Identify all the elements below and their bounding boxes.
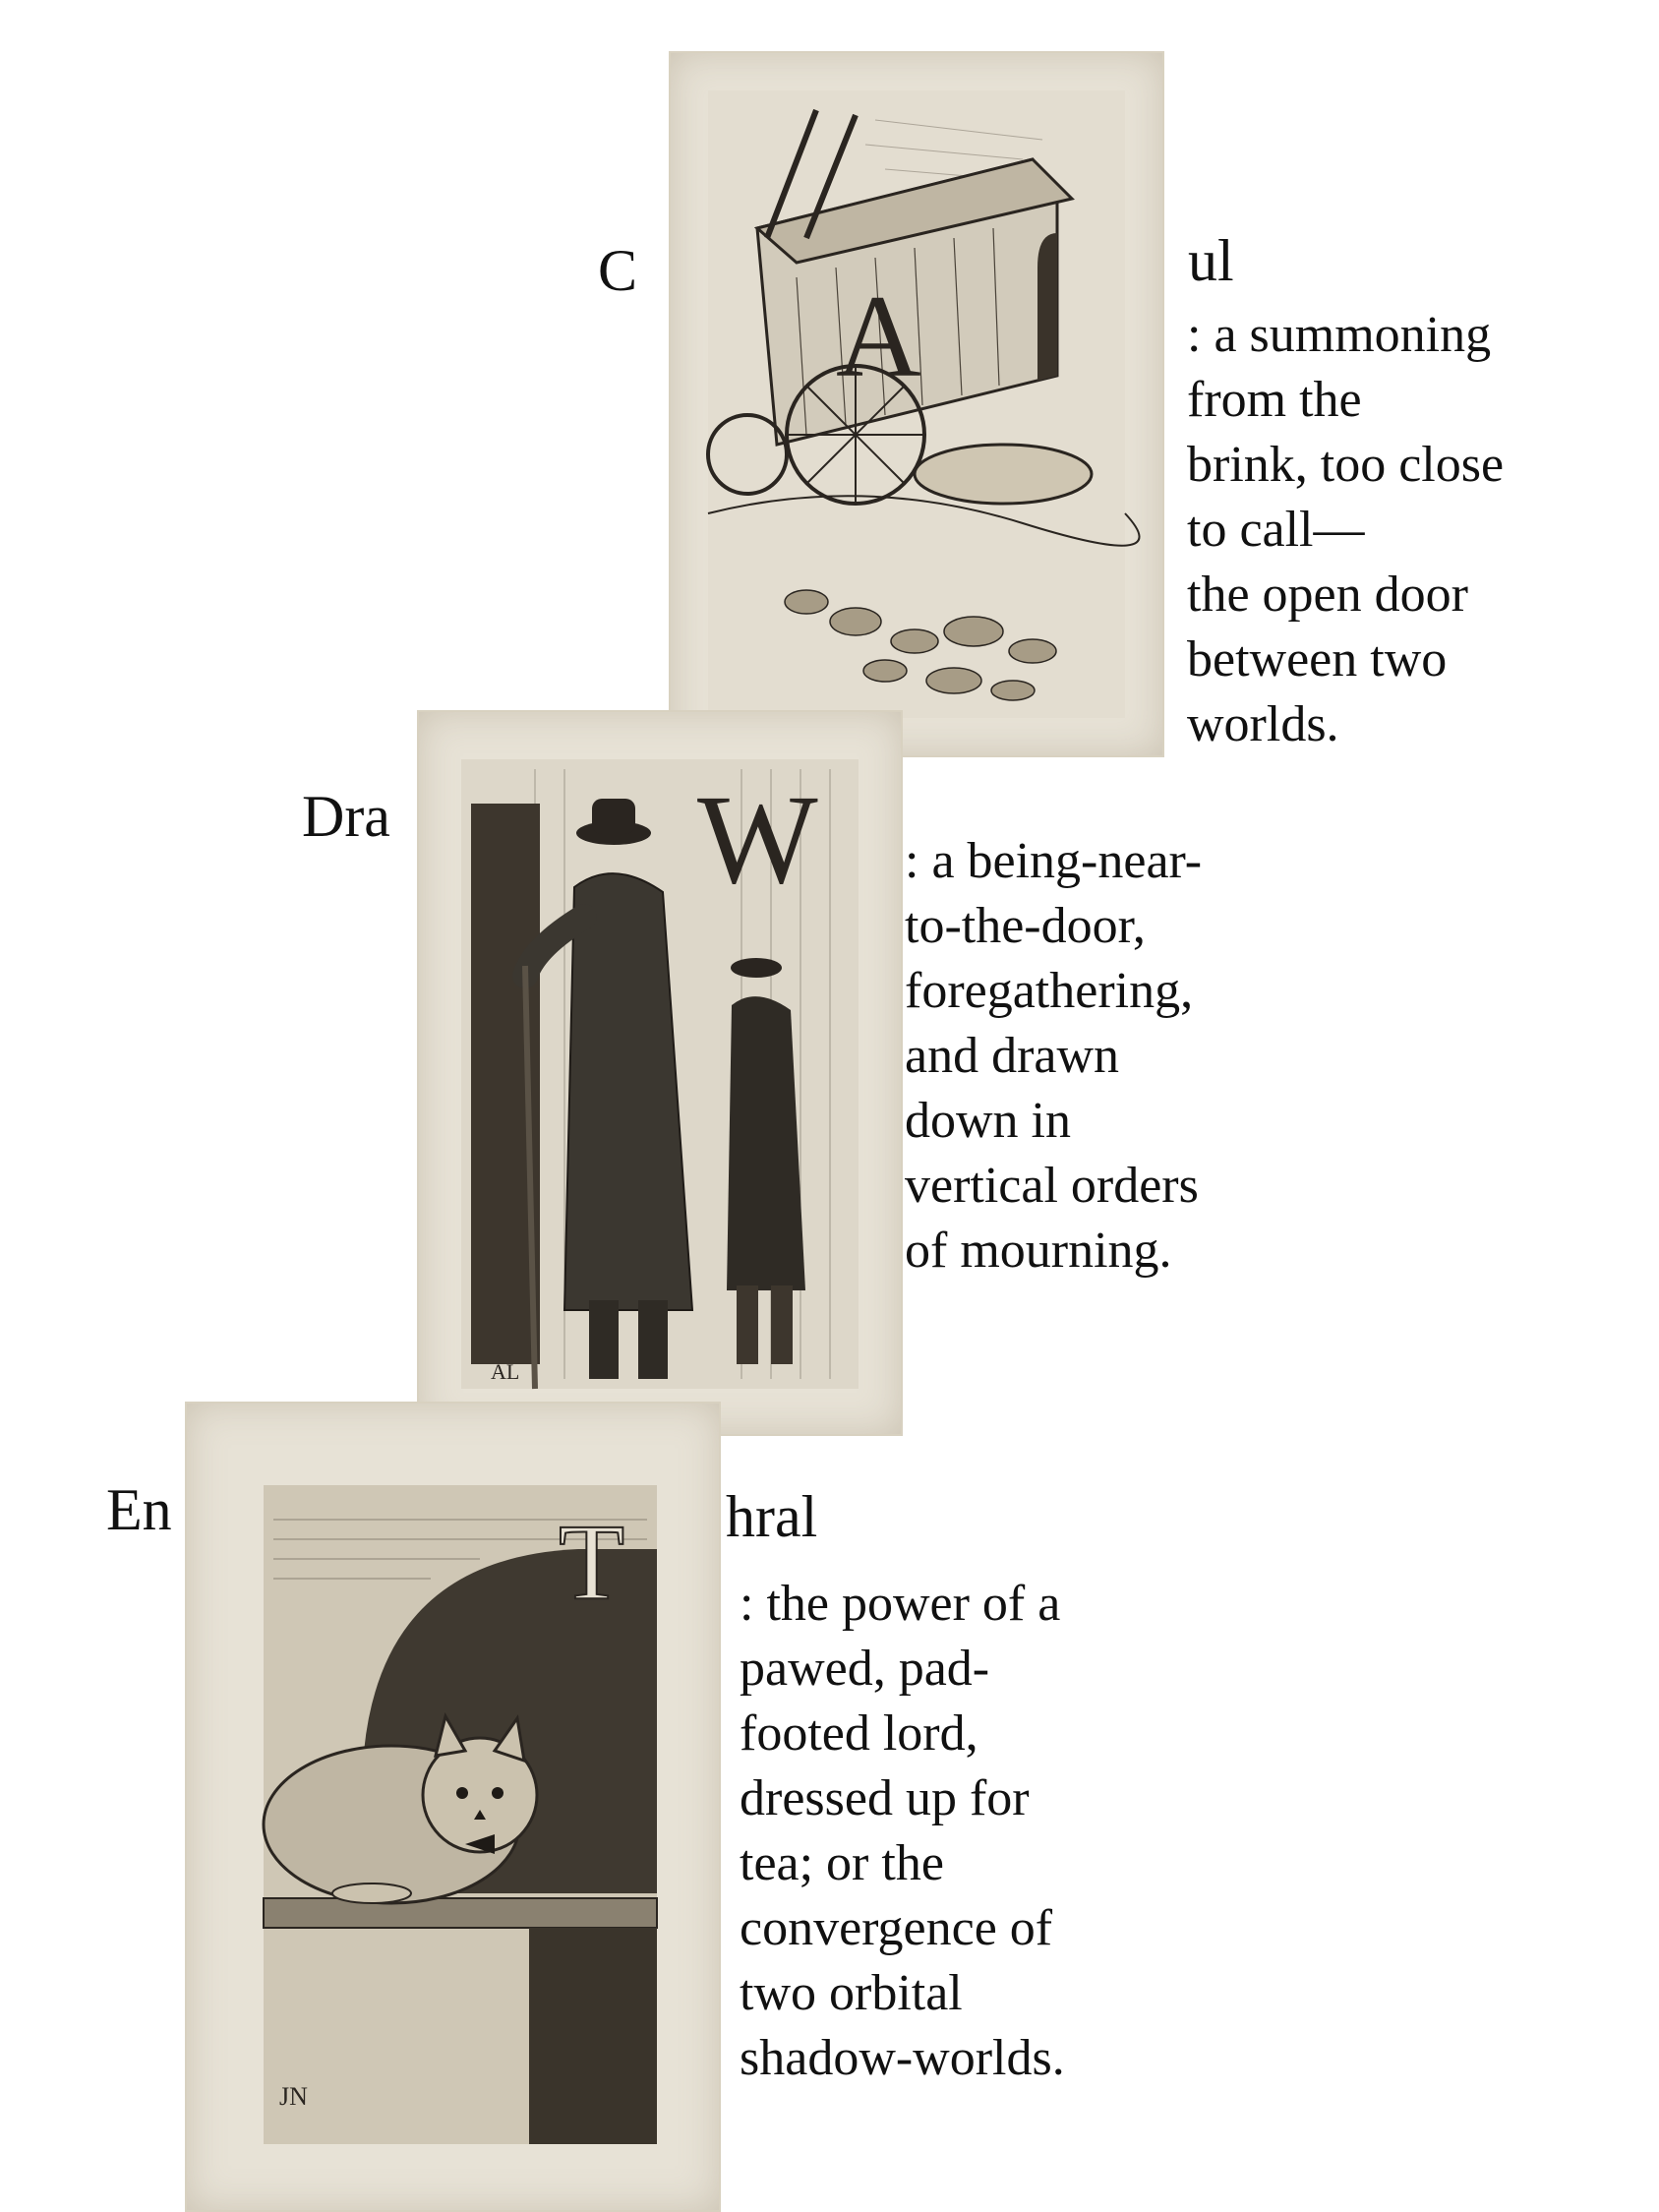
definition-line: of mourning. — [905, 1223, 1172, 1279]
definition-1 — [1187, 303, 1504, 757]
wagon-drawing — [669, 51, 1164, 757]
definition-line: and drawn — [905, 1028, 1120, 1084]
definition-line: footed lord, — [740, 1705, 978, 1762]
word-end-3: hral — [726, 1484, 818, 1549]
illustration-plate-wagon — [669, 51, 1164, 757]
definition-line: : the power of a — [740, 1576, 1061, 1632]
definition-line: to call— — [1187, 502, 1365, 558]
word-start-2: Dra — [302, 784, 390, 849]
illustration-plate-man-and-boy — [417, 710, 903, 1436]
definition-line: : a being-near- — [905, 833, 1203, 889]
definition-line: convergence of — [740, 1900, 1053, 1956]
definition-line: shadow-worlds. — [740, 2030, 1065, 2086]
definition-line: worlds. — [1187, 696, 1339, 752]
definition-line: to-the-door, — [905, 898, 1146, 954]
definition-line: between two — [1187, 631, 1448, 688]
cat-drawing — [185, 1402, 721, 2212]
initial-letter-t: T — [559, 1502, 625, 1622]
definition-line: two orbital — [740, 1965, 963, 2021]
definition-2 — [905, 829, 1202, 1284]
illustration-plate-cat — [185, 1402, 721, 2212]
definition-line: dressed up for — [740, 1770, 1030, 1826]
word-start-3: En — [106, 1477, 172, 1542]
definition-line: the open door — [1187, 567, 1468, 623]
definition-line: : a summoning — [1187, 307, 1492, 363]
definition-line: vertical orders — [905, 1158, 1199, 1214]
definition-line: from the — [1187, 372, 1362, 428]
svg-text:AL: AL — [491, 1359, 520, 1384]
word-end-1: ul — [1188, 228, 1234, 293]
definition-3 — [740, 1572, 1065, 2091]
definition-line: brink, too close — [1187, 437, 1505, 493]
initial-letter-a: A — [836, 270, 921, 401]
definition-line: tea; or the — [740, 1835, 944, 1891]
svg-text:JN: JN — [279, 2082, 308, 2111]
man-and-boy-drawing — [417, 710, 903, 1436]
definition-line: down in — [905, 1093, 1071, 1149]
definition-line: foregathering, — [905, 963, 1194, 1019]
definition-line: pawed, pad- — [740, 1641, 990, 1697]
initial-letter-w: W — [697, 769, 818, 911]
word-start-1: C — [598, 238, 638, 303]
